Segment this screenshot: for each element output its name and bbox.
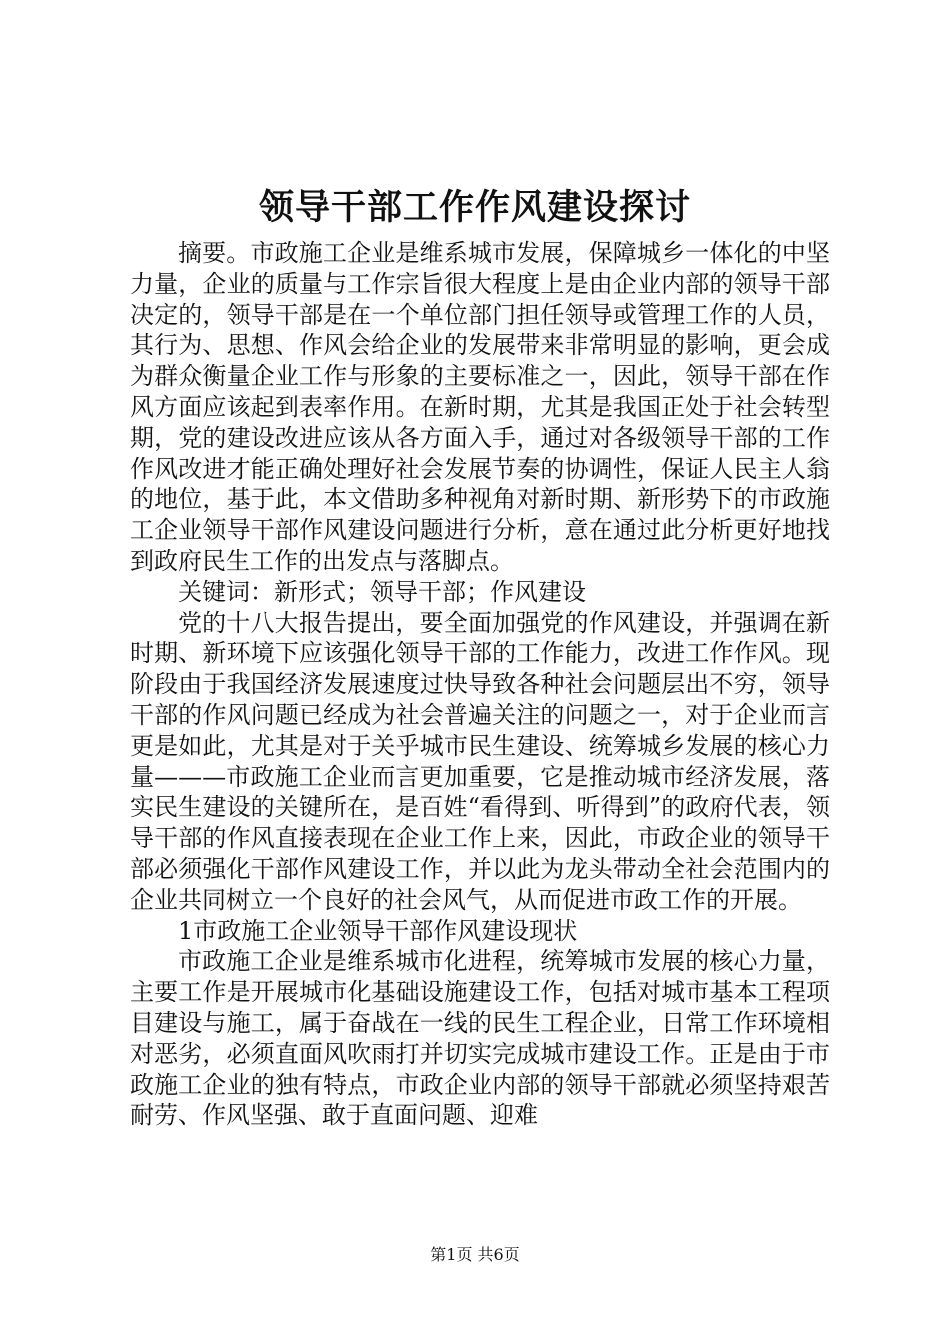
page-footer: 第1页 共6页 [430, 1245, 520, 1264]
section-paragraph: 市政施工企业是维系城市化进程，统筹城市发展的核心力量，主要工作是开展城市化基础设施建设工作，包括对城市基本工程项目建设与施工，属于奋战在一线的民生工程企业，日常工作环境相对恶劣，必须直面风吹雨打并切实完成城市建设工作。正是由于市政施工企业的独有特点，市政企业内部的领导干部就必须坚持艰苦耐劳、作风坚强、敢于直面问题、迎难 [130, 947, 830, 1130]
document-body [130, 238, 830, 1131]
keywords-paragraph: 关键词：新形式；领导干部；作风建设 [178, 577, 586, 606]
abstract-paragraph: 摘要。市政施工企业是维系城市发展，保障城乡一体化的中坚力量，企业的质量与工作宗旨很大程度上是由企业内部的领导干部决定的，领导干部是在一个单位部门担任领导或管理工作的人员，其行为、思想、作风会给企业的发展带来非常明显的影响，更会成为群众衡量企业工作与形象的主要标准之一，因此，领导干部在作风方面应该起到表率作用。在新时期，尤其是我国正处于社会转型期，党的建设改进应该从各方面入手，通过对各级领导干部的工作作风改进才能正确处理好社会发展节奏的协调性，保证人民主人翁的地位，基于此，本文借助多种视角对新时期、新形势下的市政施工企业领导干部作风建设问题进行分析，意在通过此分析更好地找到政府民生工作的出发点与落脚点。 [130, 239, 830, 575]
document-title: 领导干部工作作风建设探讨 [258, 187, 691, 228]
intro-paragraph: 党的十八大报告提出，要全面加强党的作风建设，并强调在新时期、新环境下应该强化领导干部的工作能力，改进工作作风。现阶段由于我国经济发展速度过快导致各种社会问题层出不穷，领导干部的作风问题已经成为社会普遍关注的问题之一，对于企业而言更是如此，尤其是对于关乎城市民生建设、统筹城乡发展的核心力量———市政施工企业而言更加重要，它是推动城市经济发展，落实民生建设的关键所在，是百姓“看得到、听得到”的政府代表，领导干部的作风直接表现在企业工作上来，因此，市政企业的领导干部必须强化干部作风建设工作，并以此为龙头带动全社会范围内的企业共同树立一个良好的社会风气，从而促进市政工作的开展。 [130, 608, 830, 914]
section-heading: 1市政施工企业领导干部作风建设现状 [178, 916, 578, 945]
